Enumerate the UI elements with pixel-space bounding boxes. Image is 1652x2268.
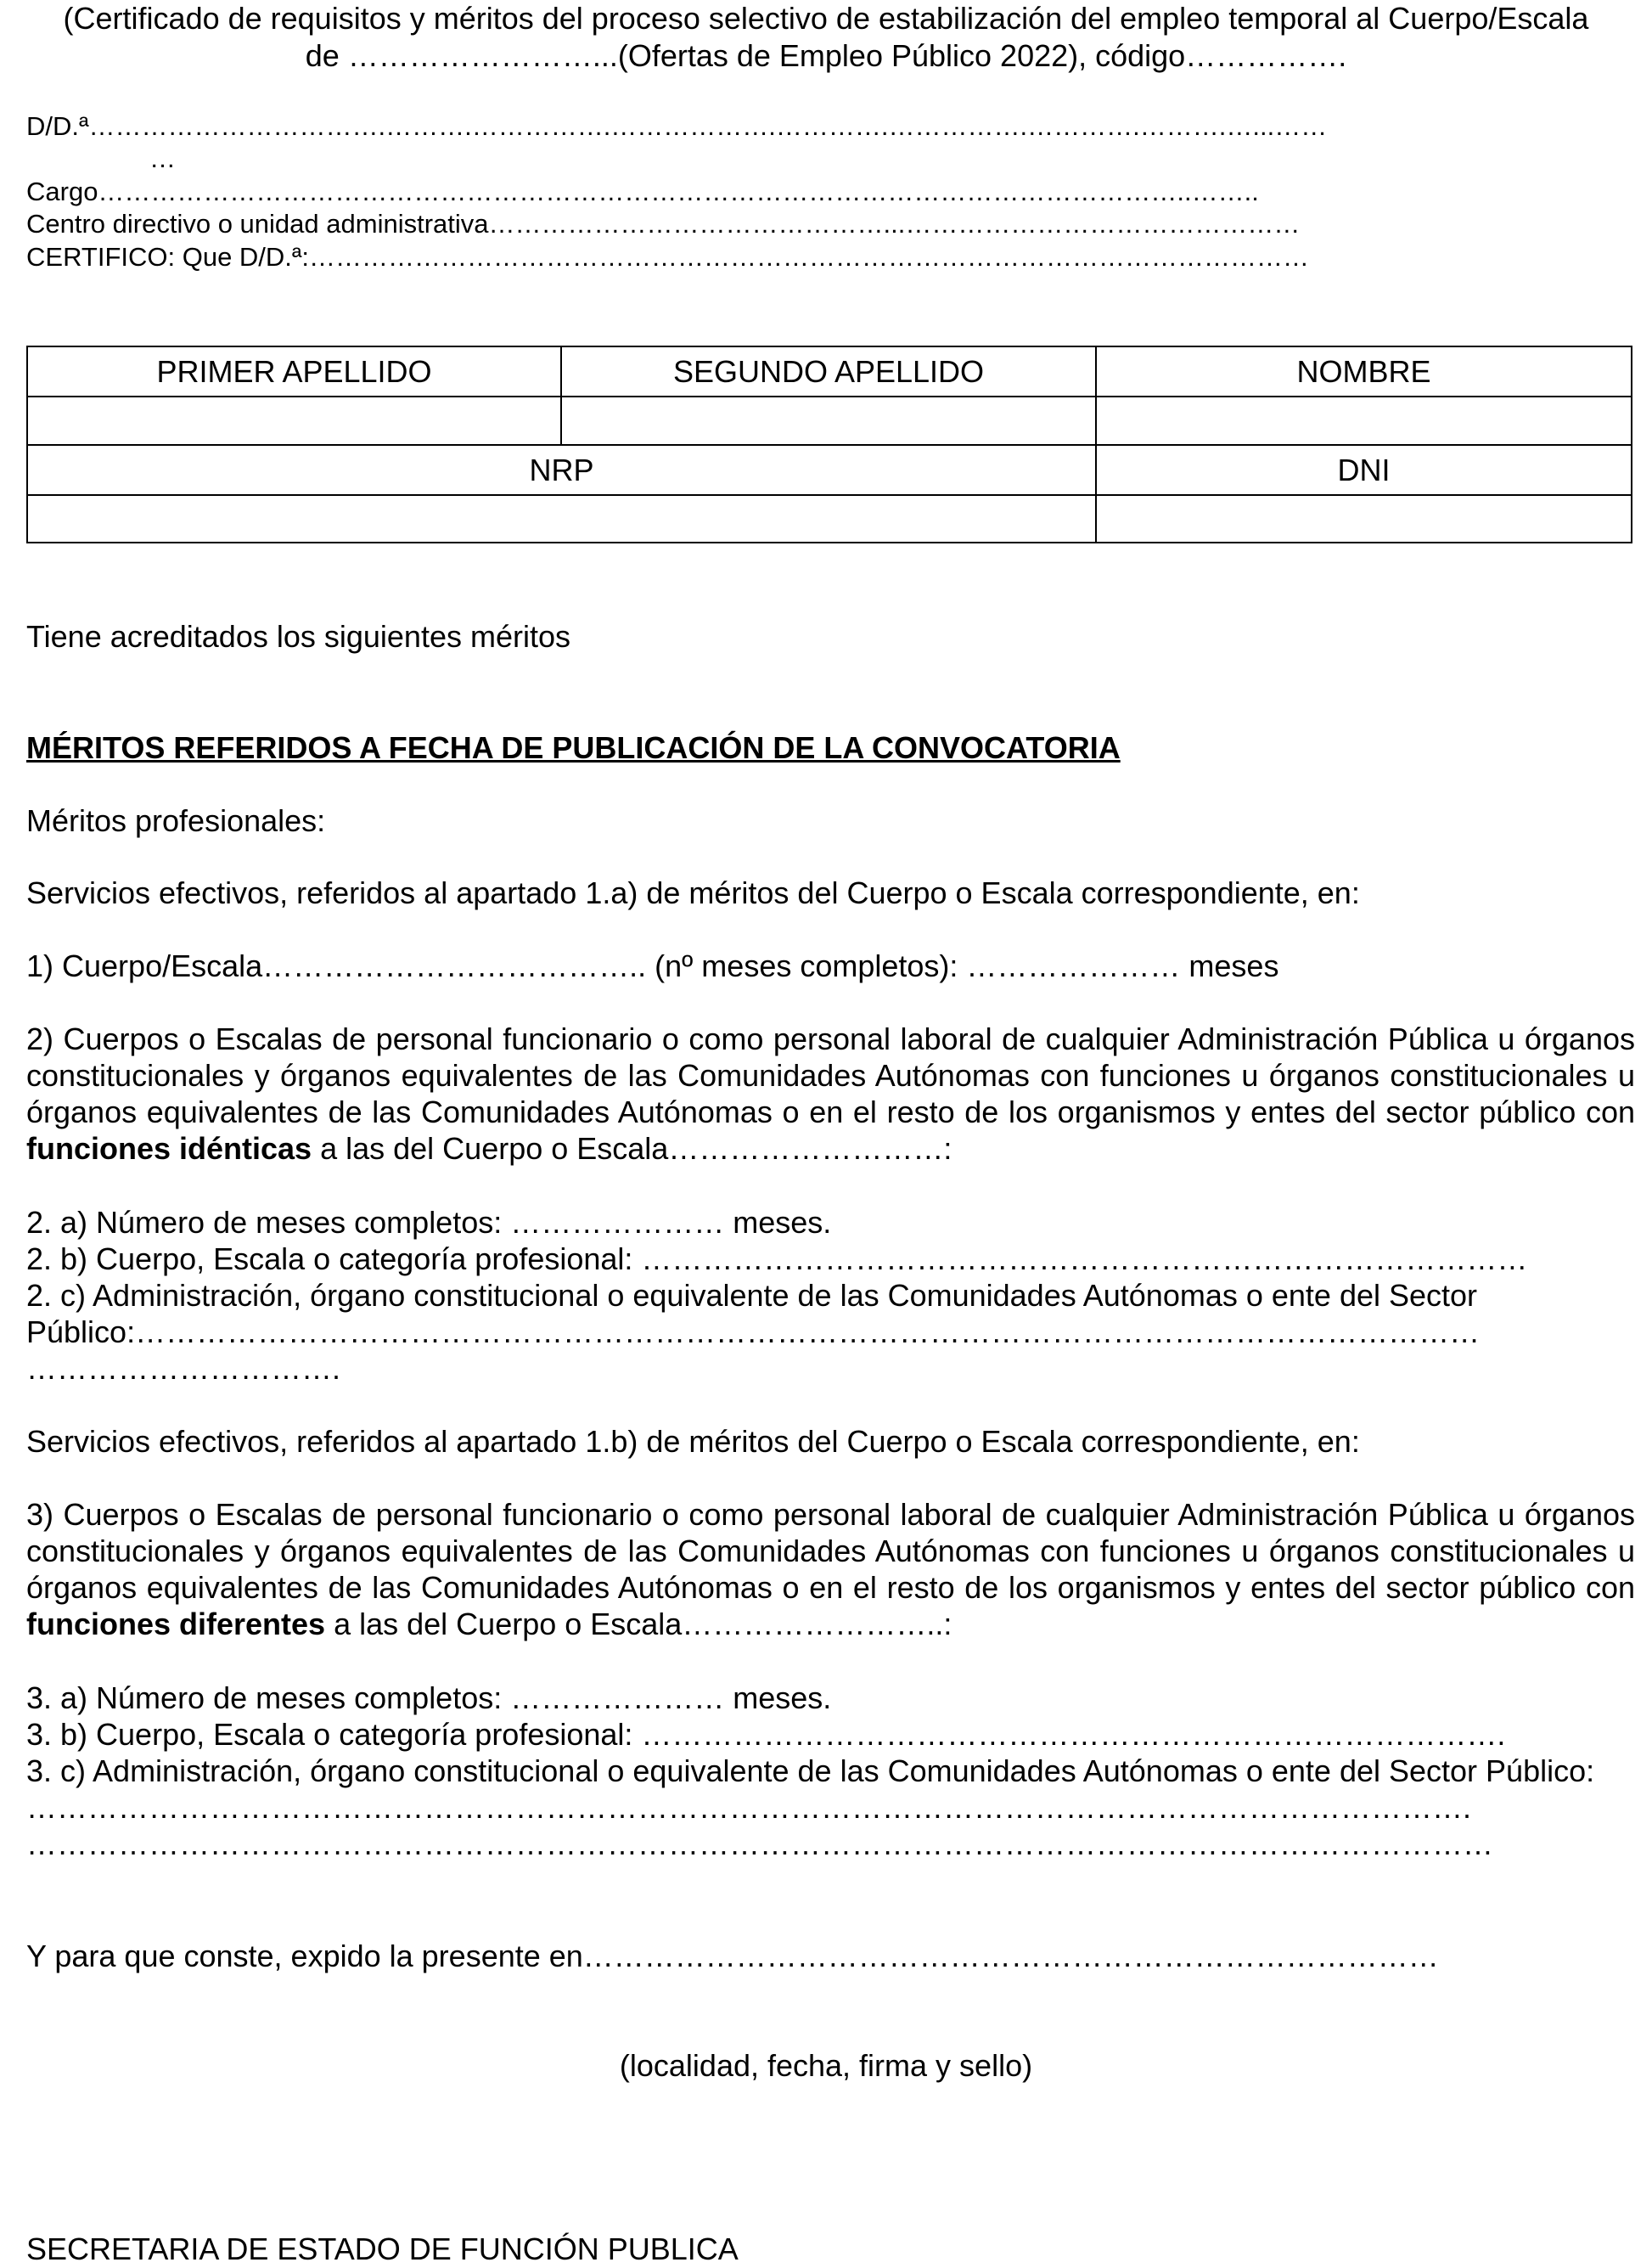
- cell-dni: [1096, 495, 1632, 543]
- header-primer-apellido: PRIMER APELLIDO: [27, 346, 561, 397]
- item-2-bold: funciones idénticas: [26, 1131, 312, 1166]
- cell-primer-apellido: [27, 397, 561, 445]
- intro-text: Tiene acreditados los siguientes méritos: [26, 619, 570, 654]
- item-2c-line-3: ………………………….: [26, 1351, 341, 1386]
- section-heading: MÉRITOS REFERIDOS A FECHA DE PUBLICACIÓN DE LA CONVOCATORIA: [26, 730, 1121, 765]
- item-3b: 3. b) Cuerpo, Escala o categoría profesional: ………………………………………………………………………….: [26, 1717, 1506, 1752]
- expido-line: Y para que conste, expido la presente en…………………………………………………………………………: [26, 1939, 1439, 1973]
- item-3c-line-2: …………………………………………………………………………………………………………………………….: [26, 1790, 1472, 1825]
- item-3-bold: funciones diferentes: [26, 1607, 326, 1641]
- field-centro-directivo: Centro directivo o unidad administrativa………………………………………...………………………………………: [26, 209, 1301, 239]
- header-nombre: NOMBRE: [1096, 346, 1632, 397]
- item-2-text-end: a las del Cuerpo o Escala………………………:: [312, 1131, 952, 1166]
- header-segundo-apellido: SEGUNDO APELLIDO: [561, 346, 1096, 397]
- item-3-text: 3) Cuerpos o Escalas de personal funcionario o como personal laboral de cualquier Administración Pública u órganos constitucionales y órganos equivalentes de las Comunidades Autónomas con funciones u órganos constitucionales u órganos equivalentes de las Comunidades Autónomas o en el resto de los organismos y entes del sector público con: [26, 1497, 1635, 1605]
- servicios-1b-text: Servicios efectivos, referidos al apartado 1.b) de méritos del Cuerpo o Escala correspondiente, en:: [26, 1424, 1360, 1459]
- item-2a: 2. a) Número de meses completos: ………………… meses.: [26, 1205, 832, 1240]
- item-2c-line-1: 2. c) Administración, órgano constitucional o equivalente de las Comunidades Autónomas o ente del Sector: [26, 1278, 1478, 1313]
- item-1-cuerpo-escala: 1) Cuerpo/Escala……………………………….. (nº meses completos): ………………… meses: [26, 948, 1279, 983]
- field-certifico: CERTIFICO: Que D/D.ª:……………………………………………………………………………………………………: [26, 242, 1310, 272]
- meritos-profesionales-label: Méritos profesionales:: [26, 803, 326, 838]
- footer-secretaria: SECRETARIA DE ESTADO DE FUNCIÓN PUBLICA: [26, 2231, 739, 2266]
- cell-segundo-apellido: [561, 397, 1096, 445]
- cell-nrp: [27, 495, 1096, 543]
- header-line-1: (Certificado de requisitos y méritos del proceso selectivo de estabilización del empleo temporal al Cuerpo/Escala: [63, 1, 1589, 36]
- item-2c-line-2: Público:……………………………………………………………………………………………………………………: [26, 1314, 1481, 1349]
- header-line-2: de ……………………...(Ofertas de Empleo Público 2022), código…………….: [305, 38, 1347, 73]
- field-dda: D/D.ª…………………………….……….…………….……………….………….…………….………….……….…...……: [26, 111, 1328, 141]
- item-2b: 2. b) Cuerpo, Escala o categoría profesional: ……………………………………………………………………………: [26, 1241, 1528, 1276]
- header-dni: DNI: [1096, 445, 1632, 495]
- item-3-text-end: a las del Cuerpo o Escala……………………..:: [325, 1607, 952, 1641]
- item-2-text: 2) Cuerpos o Escalas de personal funcionario o como personal laboral de cualquier Administración Pública u órganos constitucionales y órganos equivalentes de las Comunidades Autónomas con funciones u órganos constitucionales u órganos equivalentes de las Comunidades Autónomas o en el resto de los organismos y entes del sector público con: [26, 1021, 1635, 1129]
- item-3-paragraph: [26, 1496, 1635, 1642]
- field-dda-continuation: …: [149, 144, 176, 173]
- field-cargo: Cargo……………………………………………………………………………………………………………..……..: [26, 177, 1259, 206]
- item-3c-line-1: 3. c) Administración, órgano constitucional o equivalente de las Comunidades Autónomas o ente del Sector Público:: [26, 1753, 1595, 1788]
- servicios-1a-text: Servicios efectivos, referidos al apartado 1.a) de méritos del Cuerpo o Escala correspondiente, en:: [26, 875, 1360, 910]
- identification-table: [26, 346, 1632, 543]
- firma-caption: (localidad, fecha, firma y sello): [619, 2048, 1033, 2083]
- item-2-paragraph: [26, 1021, 1635, 1167]
- header-nrp: NRP: [27, 445, 1096, 495]
- item-3c-line-3: ………………………………………………………………………………………………………………………………: [26, 1826, 1493, 1861]
- item-3a: 3. a) Número de meses completos: ………………… meses.: [26, 1680, 832, 1715]
- cell-nombre: [1096, 397, 1632, 445]
